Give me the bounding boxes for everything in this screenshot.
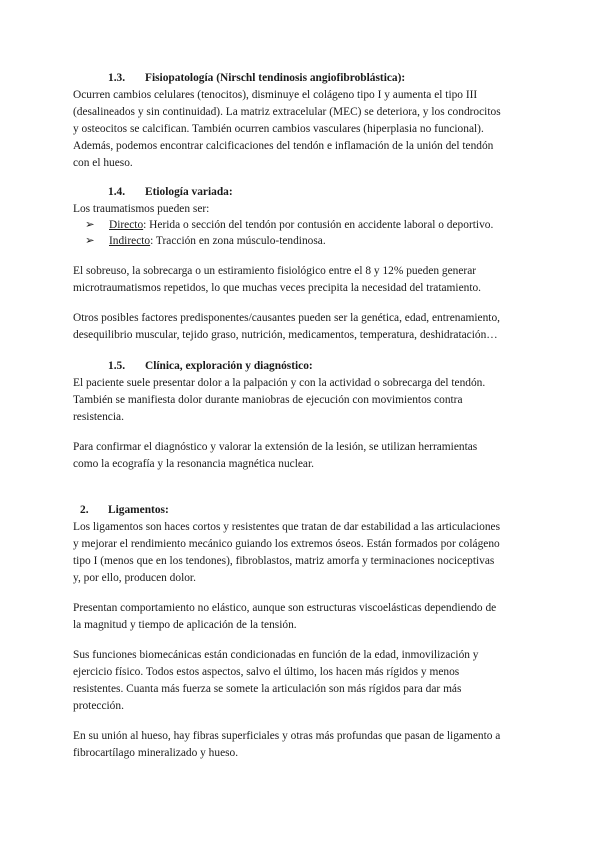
heading-number: 1.4. [108,186,126,198]
paragraph-line: (desalineados y sin continuidad). La matriz extracelular (MEC) se deteriora, y los condrocitos [73,106,501,118]
paragraph-line: En su unión al hueso, hay fibras superficiales y otras más profundas que pasan de ligamento a [73,730,501,742]
paragraph-line: protección. [73,700,124,712]
paragraph-line: como la ecografía y la resonancia magnética nuclear. [73,458,314,470]
paragraph-line: El paciente suele presentar dolor a la palpación y con la actividad o sobrecarga del tendón. [73,377,486,389]
paragraph-line: Presentan comportamiento no elástico, aunque son estructuras viscoelásticas dependiendo de [73,602,497,614]
heading-title: Etiología variada: [145,186,233,198]
heading-number: 2. [80,504,89,516]
bullet-term: Directo [109,219,144,231]
paragraph-line: Los traumatismos pueden ser: [73,203,210,215]
paragraph-line: Para confirmar el diagnóstico y valorar la extensión de la lesión, se utilizan herramientas [73,441,478,453]
heading-1-4 [108,184,233,201]
paragraph-line: ejercicio físico. Todos estos aspectos, salvo el último, los hacen más rígidos y menos [73,666,460,678]
paragraph-line: Los ligamentos son haces cortos y resistentes que tratan de dar estabilidad a las articulaciones [73,521,501,533]
bullet-term: Indirecto [109,235,151,247]
heading-title: Clínica, exploración y diagnóstico: [145,360,313,372]
paragraph-line: con el hueso. [73,157,133,169]
bullet-text: : Herida o sección del tendón por contusión en accidente laboral o deportivo. [143,219,494,231]
heading-1-5 [108,358,313,375]
paragraph-line: fibrocartílago mineralizado y hueso. [73,747,239,759]
paragraph-line: y mejorar el rendimiento mecánico guiando los extremos óseos. Están formados por colágeno [73,538,500,550]
heading-title: Fisiopatología (Nirschl tendinosis angiofibroblástica): [145,72,406,84]
paragraph-line: Además, podemos encontrar calcificaciones del tendón e inflamación de la unión del tendón [73,140,494,152]
paragraph-line: resistencia. [73,411,124,423]
paragraph-line: Sus funciones biomecánicas están condicionadas en función de la edad, inmovilización y [73,649,479,661]
paragraph-line: También se manifiesta dolor durante maniobras de ejecución con movimientos contra [73,394,463,406]
paragraph-line: y osteocitos se calcifican. También ocurren cambios vasculares (hiperplasia no funcional). [73,123,484,135]
paragraph-line: microtraumatismos repetidos, lo que muchas veces precipita la necesidad del tratamiento. [73,282,482,294]
arrow-bullet-icon: ➢ [85,235,95,247]
heading-number: 1.5. [108,360,126,372]
heading-2 [80,502,169,519]
paragraph-line: resistentes. Cuanta más fuerza se somete la articulación son más rígidos para dar más [73,683,462,695]
heading-1-3 [108,70,405,87]
heading-number: 1.3. [108,72,126,84]
bullet-item [85,217,493,234]
paragraph-line: tipo I (menos que en los tendones), fibroblastos, matriz amorfa y terminaciones nociceptivas [73,555,495,567]
paragraph-line: Otros posibles factores predisponentes/causantes pueden ser la genética, edad, entrenamiento, [73,312,500,324]
paragraph-line: la magnitud y tiempo de aplicación de la tensión. [73,619,297,631]
bullet-text: : Tracción en zona músculo-tendinosa. [150,235,326,247]
paragraph-line: El sobreuso, la sobrecarga o un estiramiento fisiológico entre el 8 y 12% pueden generar [73,265,477,277]
arrow-bullet-icon: ➢ [85,219,95,231]
heading-title: Ligamentos: [108,504,169,516]
paragraph-line: Ocurren cambios celulares (tenocitos), disminuye el colágeno tipo I y aumenta el tipo III [73,89,478,101]
paragraph-line: y, por ello, producen dolor. [73,572,196,584]
paragraph-line: desequilibrio muscular, tejido graso, nutrición, medicamentos, temperatura, deshidratación… [73,329,498,341]
bullet-item [85,233,326,250]
